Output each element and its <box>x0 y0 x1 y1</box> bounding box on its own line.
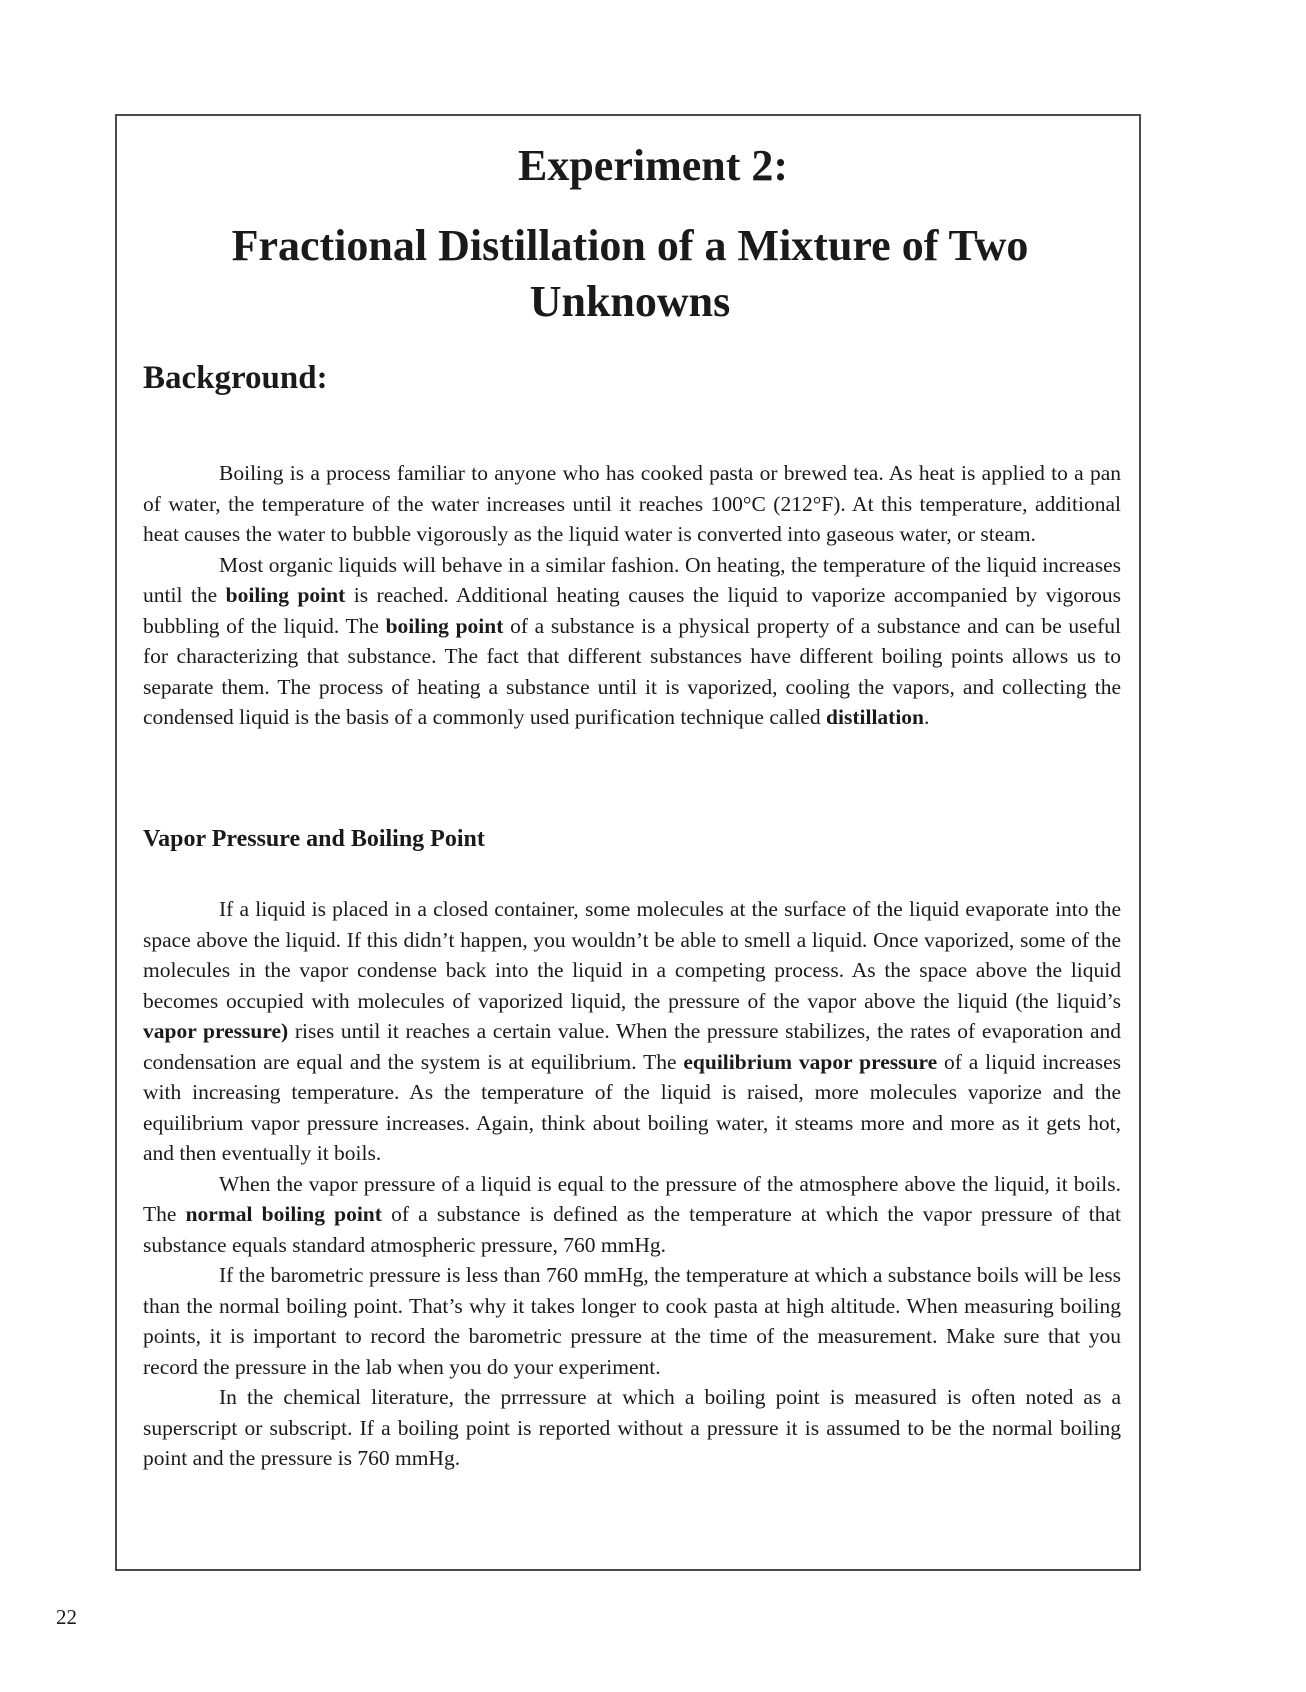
bold-term-equilibrium-vapor-pressure: equilibrium vapor pressure <box>683 1049 938 1074</box>
text-run: If a liquid is placed in a closed container, some molecules at the surface of the liquid evaporate into the space above the liquid. If this didn’t happen, you wouldn’t be able to smell a liquid. Once vaporized, some of the molecules in the vapor condense back into the liquid in a competing process. As the space above the liquid becomes occupied with molecules of vaporized liquid, the pressure of the vapor above the liquid (the liquid’s <box>143 897 1121 1013</box>
text-run: rises until it reaches a certain value. When the pressure stabilizes, the rates of evaporation and condensation are equal and the system is at equilibrium. The <box>143 1019 1121 1074</box>
bold-term-boiling-point: boiling point <box>385 613 504 638</box>
bold-term-normal-boiling-point: normal boiling point <box>185 1202 382 1226</box>
vapor-pressure-text <box>143 894 1121 1474</box>
document-title: Fractional Distillation of a Mixture of Two Unknowns <box>231 221 1029 326</box>
text-run: . <box>924 705 930 729</box>
vapor-paragraph-2 <box>143 1169 1121 1261</box>
background-heading: Background: <box>143 360 328 396</box>
vapor-pressure-heading: Vapor Pressure and Boiling Point <box>143 826 485 852</box>
bold-term-distillation: distillation <box>826 705 925 729</box>
background-paragraph-2 <box>143 550 1121 733</box>
text-run: of a liquid increases with increasing temperature. As the temperature of the liquid is raised, more molecules vaporize and the equilibrium vapor pressure increases. Again, think about boiling water, it steams more and more as it gets hot, and then eventually it boils. <box>143 1049 1121 1165</box>
vapor-paragraph-1 <box>143 894 1121 1169</box>
vapor-paragraph-3: If the barometric pressure is less than 760 mmHg, the temperature at which a substance boils will be less than the normal boiling point. That’s why it takes longer to cook pasta at high altitude. When measuring boiling points, it is important to record the barometric pressure at the time of the measurement. Make sure that you record the pressure in the lab when you do your experiment. <box>143 1263 1121 1379</box>
background-paragraph-1: Boiling is a process familiar to anyone who has cooked pasta or brewed tea. As heat is applied to a pan of water, the temperature of the water increases until it reaches 100°C (212°F). At this temperature, additional heat causes the water to bubble vigorously as the liquid water is converted into gaseous water, or steam. <box>143 461 1121 546</box>
text-run: of a substance is a physical property of a substance and can be useful for characterizing that substance. The fact that different substances have different boiling points allows us to separate them. The process of heating a substance until it is vaporized, cooling the vapors, and collecting the condensed liquid is the basis of a commonly used purification technique called <box>143 613 1121 729</box>
text-run: Most organic liquids will behave in a similar fashion. On heating, the temperature of the liquid increases until the <box>143 552 1121 607</box>
text-run: When the vapor pressure of a liquid is equal to the pressure of the atmosphere above the liquid, it boils. The <box>143 1171 1121 1226</box>
vapor-paragraph-4: In the chemical literature, the prrressure at which a boiling point is measured is often noted as a superscript or subscript. If a boiling point is reported without a pressure it is assumed to be the normal boiling point and the pressure is 760 mmHg. <box>143 1385 1121 1470</box>
page-number: 22 <box>56 1605 77 1629</box>
text-run: is reached. Additional heating causes the liquid to vaporize accompanied by vigorous bubbling of the liquid. The <box>143 583 1121 638</box>
experiment-title: Experiment 2: <box>517 141 789 190</box>
background-text <box>143 458 1121 733</box>
bold-term-boiling-point: boiling point <box>225 583 346 607</box>
bold-term-vapor-pressure: vapor pressure) <box>143 1019 289 1043</box>
text-run: of a substance is defined as the temperature at which the vapor pressure of that substance equals standard atmospheric pressure, 760 mmHg. <box>143 1202 1122 1257</box>
